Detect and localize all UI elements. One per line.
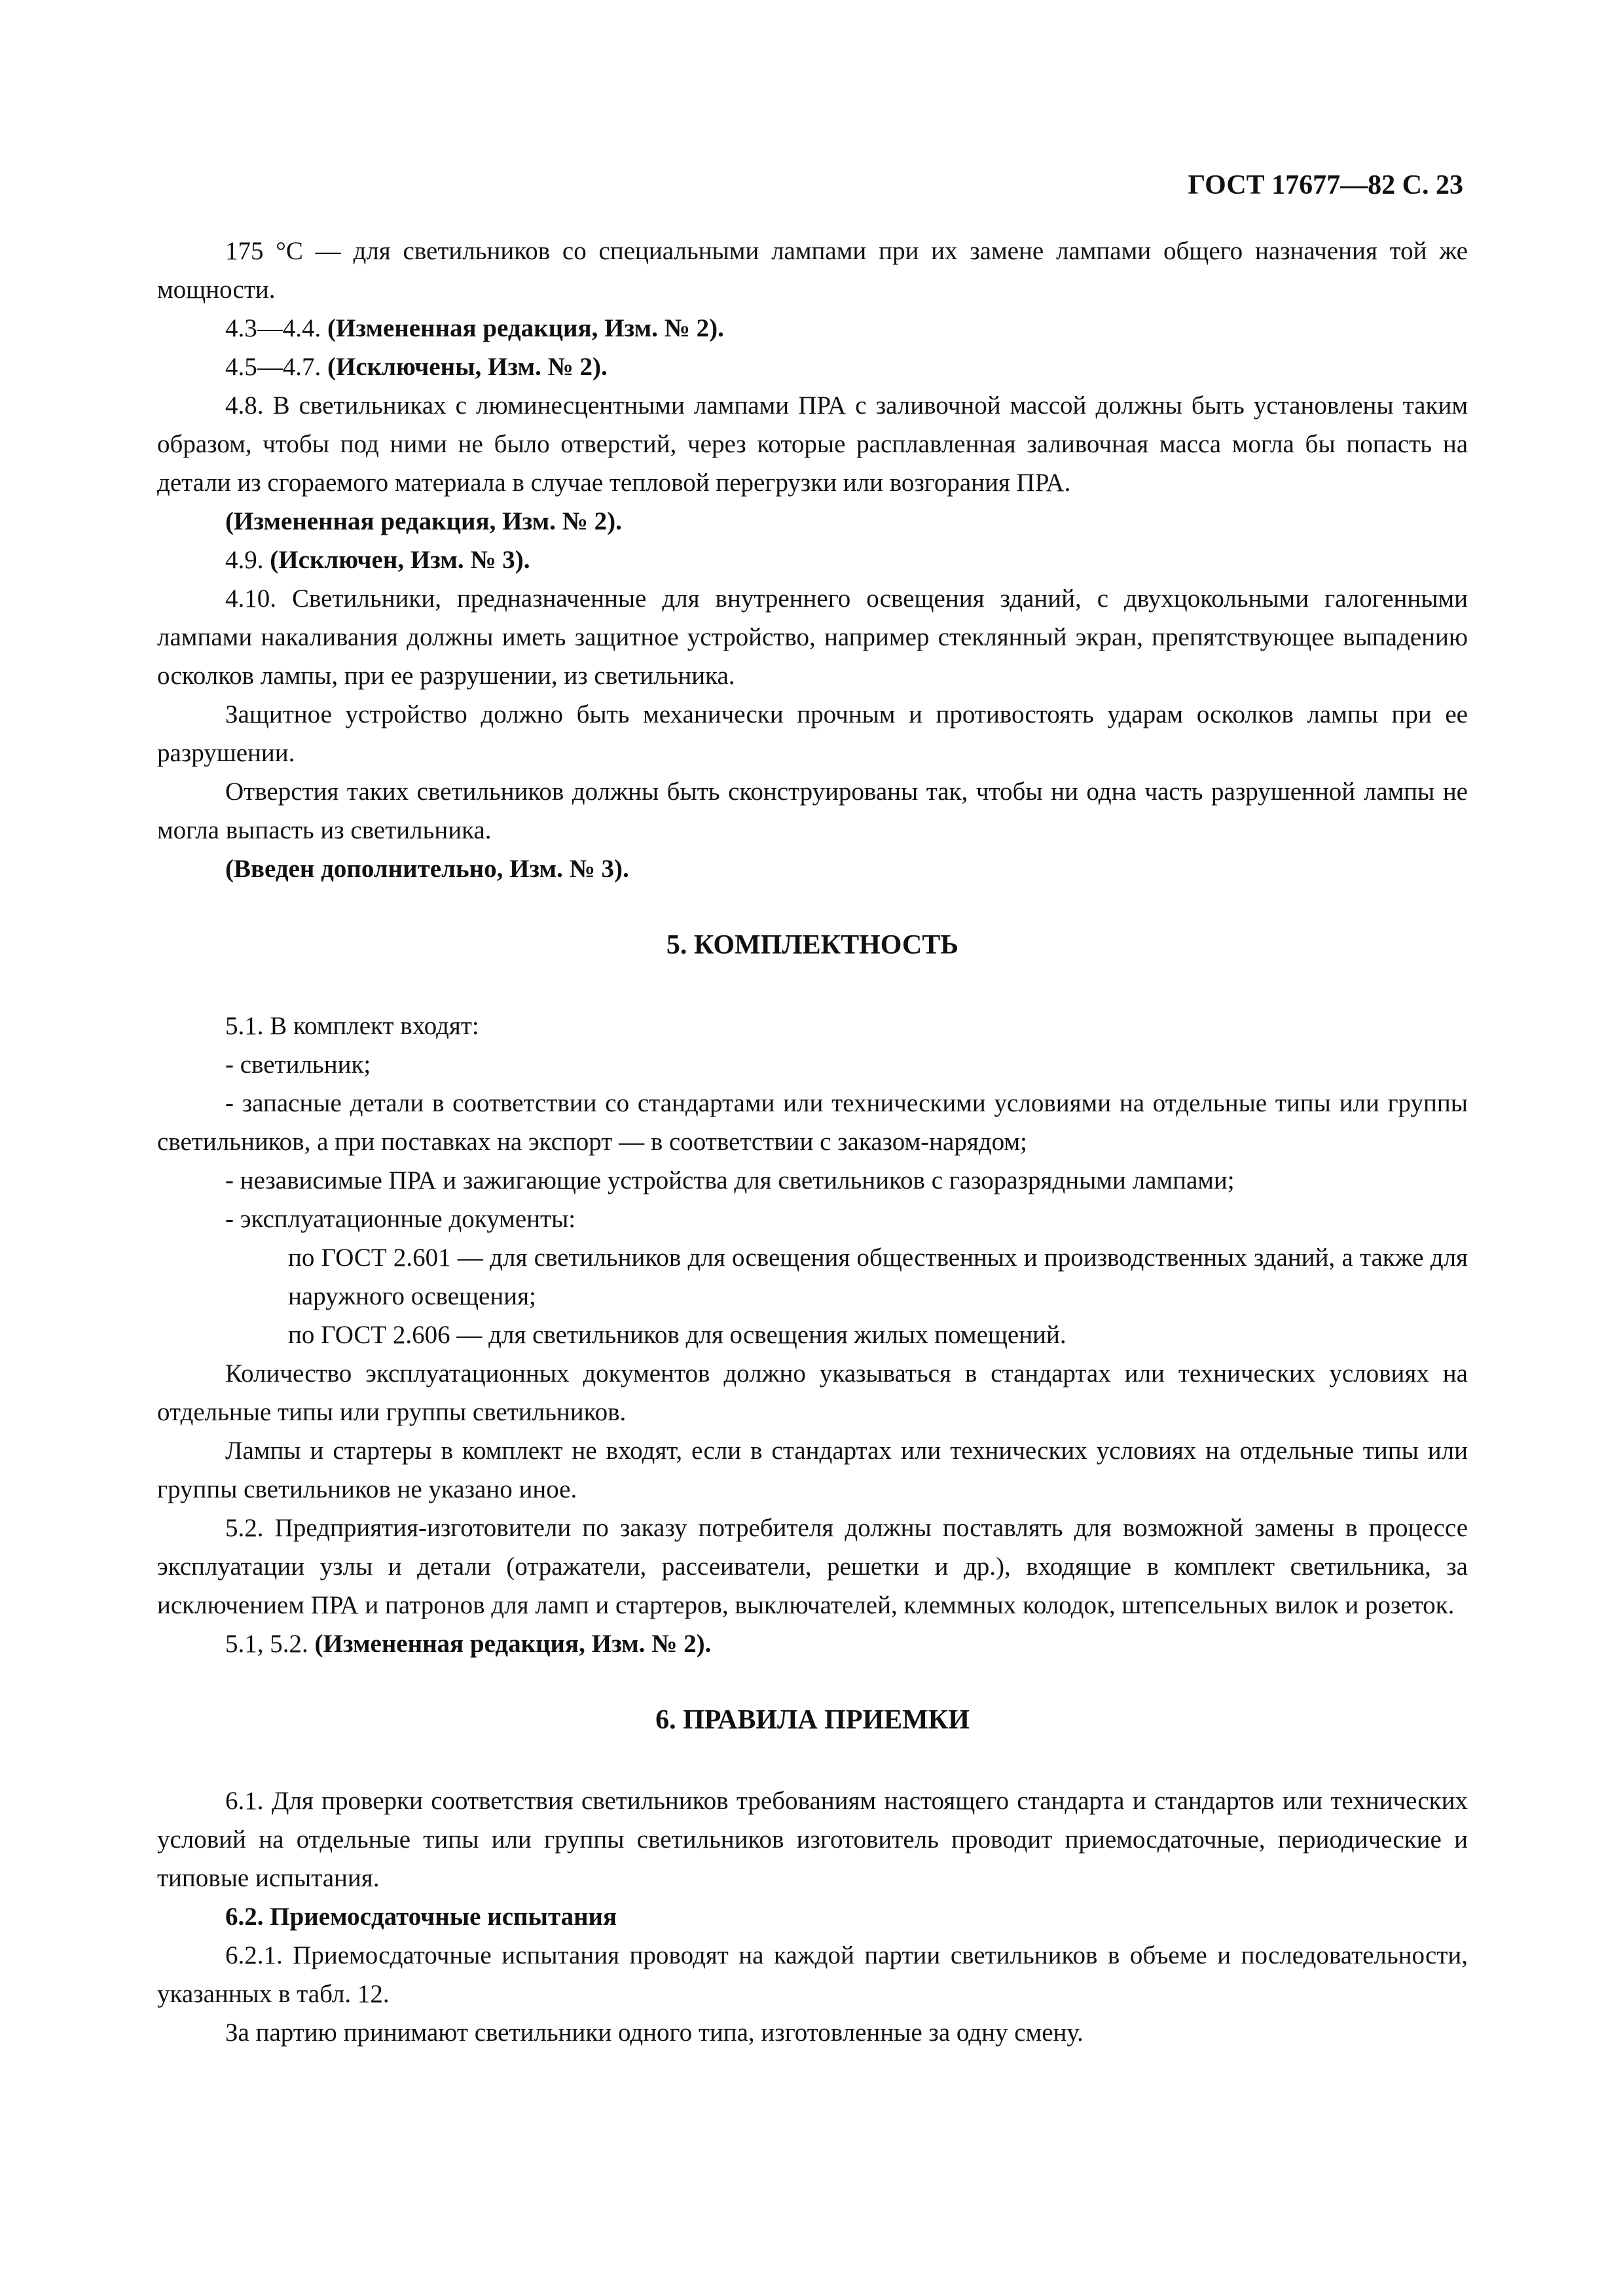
amendment-note: (Исключен, Изм. № 3).: [270, 546, 530, 574]
paragraph: [157, 1624, 1468, 1663]
page-header: ГОСТ 17677—82 С. 23: [1188, 170, 1463, 200]
paragraph: [157, 348, 1468, 386]
amendment-note: (Исключены, Изм. № 2).: [327, 353, 608, 381]
paragraph: 4.10. Светильники, предназначенные для внутреннего освещения зданий, с двухцокольными галогенными лампами накаливания должны иметь защитное устройство, например стеклянный экран, препятствующее выпадению осколков лампы, при ее разрушении, из светильника.: [157, 584, 1468, 690]
paragraph: Защитное устройство должно быть механически прочным и противостоять ударам осколков лампы при ее разрушении.: [157, 700, 1468, 767]
amendment-note: (Измененная редакция, Изм. № 2).: [327, 314, 724, 342]
amendment-note: (Введен дополнительно, Изм. № 3).: [225, 855, 629, 883]
paragraph: Количество эксплуатационных документов должно указываться в стандартах или технических условиях на отдельные типы или группы светильников.: [157, 1359, 1468, 1426]
list-item: - запасные детали в соответствии со стандартами или техническими условиями на отдельные типы или группы светильников, а при поставках на экспорт — в соответствии с заказом-нарядом;: [157, 1089, 1468, 1156]
paragraph: [157, 309, 1468, 348]
paragraph: Лампы и стартеры в комплект не входят, если в стандартах или технических условиях на отдельные типы или группы светильников не указано иное.: [157, 1437, 1468, 1503]
amendment-note: (Измененная редакция, Изм. № 2).: [225, 507, 622, 535]
paragraph: 175 °С — для светильников со специальными лампами при их замене лампами общего назначения той же мощности.: [157, 237, 1468, 304]
list-item: - эксплуатационные документы:: [225, 1205, 576, 1233]
paragraph: 6.2.1. Приемосдаточные испытания проводят на каждой партии светильников в объеме и последовательности, указанных в табл. 12.: [157, 1941, 1468, 2008]
list-item: - независимые ПРА и зажигающие устройства для светильников с газоразрядными лампами;: [225, 1166, 1235, 1194]
list-item: - светильник;: [225, 1050, 371, 1079]
paragraph: Отверстия таких светильников должны быть сконструированы так, чтобы ни одна часть разрушенной лампы не могла выпасть из светильника.: [157, 778, 1468, 844]
paragraph: 6.1. Для проверки соответствия светильников требованиям настоящего стандарта и стандартов или технических условий на отдельные типы или группы светильников изготовитель проводит приемосдаточные, периодические и типовые испытания.: [157, 1787, 1468, 1892]
section-heading: 6. ПРАВИЛА ПРИЕМКИ: [655, 1705, 970, 1735]
clause-number: 4.3—4.4.: [225, 314, 321, 342]
paragraph: 4.8. В светильниках с люминесцентными лампами ПРА с заливочной массой должны быть установлены таким образом, чтобы под ними не было отверстий, через которые расплавленная заливочная масса могла бы попасть на детали из сгораемого материала в случае тепловой перегрузки или возгорания ПРА.: [157, 391, 1468, 497]
section-heading: 5. КОМПЛЕКТНОСТЬ: [666, 930, 959, 960]
paragraph: [157, 541, 1468, 579]
document-body: [157, 232, 1468, 2052]
paragraph: 5.2. Предприятия-изготовители по заказу потребителя должны поставлять для возможной замены в процессе эксплуатации узлы и детали (отражатели, рассеиватели, решетки и др.), входящие в комплект светильника, за исключением ПРА и патронов для ламп и стартеров, выключателей, клеммных колодок, штепсельных вилок и розеток.: [157, 1514, 1468, 1619]
subsection-heading: 6.2. Приемосдаточные испытания: [225, 1903, 617, 1931]
sub-list-item: по ГОСТ 2.601 — для светильников для освещения общественных и производственных зданий, а также для наружного освещения;: [288, 1244, 1468, 1310]
amendment-note: (Измененная редакция, Изм. № 2).: [314, 1630, 712, 1658]
clause-number: 5.1, 5.2.: [225, 1630, 308, 1658]
paragraph: 5.1. В комплект входят:: [225, 1012, 479, 1040]
clause-number: 4.5—4.7.: [225, 353, 321, 381]
sub-list-item: по ГОСТ 2.606 — для светильников для освещения жилых помещений.: [288, 1321, 1067, 1349]
clause-number: 4.9.: [225, 546, 264, 574]
paragraph: За партию принимают светильники одного типа, изготовленные за одну смену.: [225, 2018, 1084, 2047]
